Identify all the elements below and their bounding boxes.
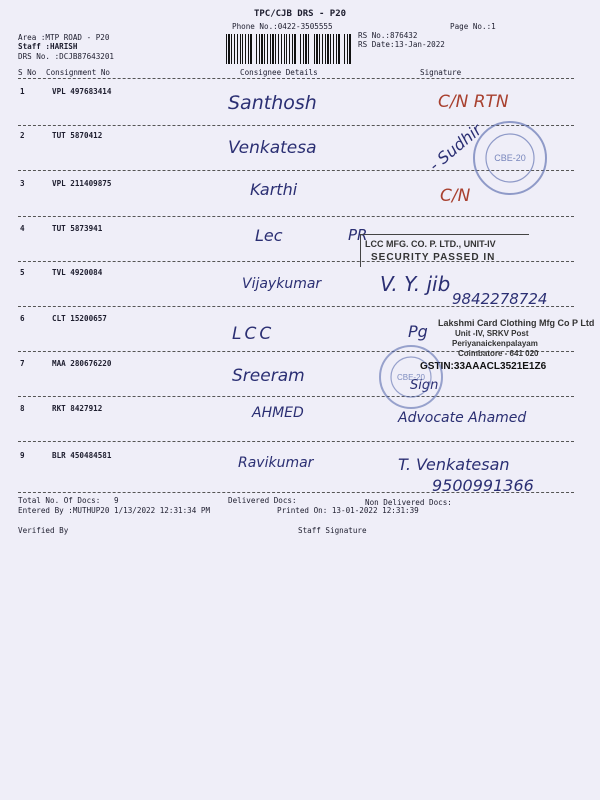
total-docs: Total No. Of Docs: 9 — [18, 496, 119, 505]
signature-mark: V. Y. jib — [380, 272, 451, 296]
signature-mark: T. Venkatesan — [398, 455, 510, 474]
consignment-number: TVL 4920084 — [52, 268, 103, 277]
rs-date: RS Date:13-Jan-2022 — [358, 40, 445, 49]
consignment-number: TUT 5873941 — [52, 224, 103, 233]
area-label: Area :MTP ROAD - P20 — [18, 33, 110, 42]
col-sno: S No — [18, 68, 37, 77]
consignee-name: Santhosh — [228, 92, 317, 114]
entered-by: Entered By :MUTHUP20 1/13/2022 12:31:34 PM — [18, 506, 211, 515]
consignment-number: CLT 15200657 — [52, 314, 107, 323]
handwritten-phone: 9500991366 — [432, 476, 534, 495]
round-stamp-upper — [470, 118, 550, 198]
staff-label: Staff :HARISH — [18, 42, 78, 51]
rs-number: RS No.:876432 — [358, 31, 418, 40]
signature-mark: C/N RTN — [438, 92, 509, 112]
consignee-name: Ravikumar — [238, 455, 314, 471]
header-divider — [18, 78, 574, 79]
consignee-name: AHMED — [252, 405, 304, 421]
row-number: 9 — [20, 451, 25, 460]
signature-mark: C/N — [440, 186, 471, 206]
phone-number: Phone No.:0422-3505555 — [232, 22, 333, 31]
barcode-gaps — [226, 34, 352, 64]
col-consignment: Consignment No — [46, 68, 111, 77]
verified-by: Verified By — [18, 526, 69, 535]
stamp-line: Coimbatore - 641 020 — [458, 349, 539, 358]
consignee-name: Venkatesa — [228, 138, 317, 158]
row-number: 6 — [20, 314, 25, 323]
signature-mark: Sign — [410, 378, 439, 393]
col-consignee: Consignee Details — [240, 68, 318, 77]
page-number: Page No.:1 — [450, 22, 496, 31]
round-stamp-lower — [376, 342, 446, 412]
security-stamp-line2: SECURITY PASSED IN — [371, 252, 496, 263]
signature-mark: Pg — [408, 322, 428, 341]
security-stamp — [360, 234, 529, 267]
drs-number: DRS No. :DCJB87643201 — [18, 52, 115, 61]
document-title: TPC/CJB DRS - P20 — [253, 9, 347, 19]
signature-mark: PR — [348, 226, 368, 244]
consignee-name: Lec — [255, 226, 283, 245]
stamp-line: Periyanaickenpalayam — [452, 339, 538, 348]
row-number: 4 — [20, 224, 25, 233]
printed-on: Printed On: 13-01-2022 12:31:39 — [277, 506, 419, 515]
handwritten-phone: 9842278724 — [452, 290, 548, 308]
svg-text:CBE-20: CBE-20 — [396, 373, 426, 382]
stamp-line: Lakshmi Card Clothing Mfg Co P Ltd — [438, 318, 595, 328]
row-number: 3 — [20, 179, 25, 188]
consignment-number: VPL 211409875 — [52, 179, 112, 188]
consignee-name: Vijaykumar — [242, 276, 322, 292]
security-stamp-line1: LCC MFG. CO. P. LTD., UNIT-IV — [365, 239, 496, 249]
row-divider — [18, 216, 574, 217]
row-divider — [18, 396, 574, 397]
signature-mark: Advocate Ahamed — [398, 410, 527, 426]
consignment-number: TUT 5870412 — [52, 131, 103, 140]
row-number: 8 — [20, 404, 25, 413]
signature-mark: - Sudhir — [425, 120, 486, 175]
consignment-number: BLR 450484581 — [52, 451, 112, 460]
staff-signature: Staff Signature — [298, 526, 367, 535]
row-number: 2 — [20, 131, 25, 140]
consignee-name: LCC — [232, 324, 275, 344]
row-number: 1 — [20, 87, 25, 96]
consignment-number: RKT 8427912 — [52, 404, 103, 413]
row-number: 5 — [20, 268, 25, 277]
col-signature: Signature — [420, 68, 462, 77]
consignment-number: MAA 280676220 — [52, 359, 112, 368]
delivered-docs: Delivered Docs: — [228, 496, 297, 505]
consignee-name: Karthi — [250, 180, 298, 199]
non-delivered-docs: Non Delivered Docs: — [365, 498, 452, 507]
row-number: 7 — [20, 359, 25, 368]
consignment-number: VPL 497683414 — [52, 87, 112, 96]
stamp-line: Unit -IV, SRKV Post — [455, 329, 529, 338]
stamp-line: GSTIN:33AAACL3521E1Z6 — [420, 361, 547, 372]
svg-text:CBE-20: CBE-20 — [494, 153, 526, 163]
row-divider — [18, 441, 574, 442]
consignee-name: Sreeram — [232, 366, 305, 386]
